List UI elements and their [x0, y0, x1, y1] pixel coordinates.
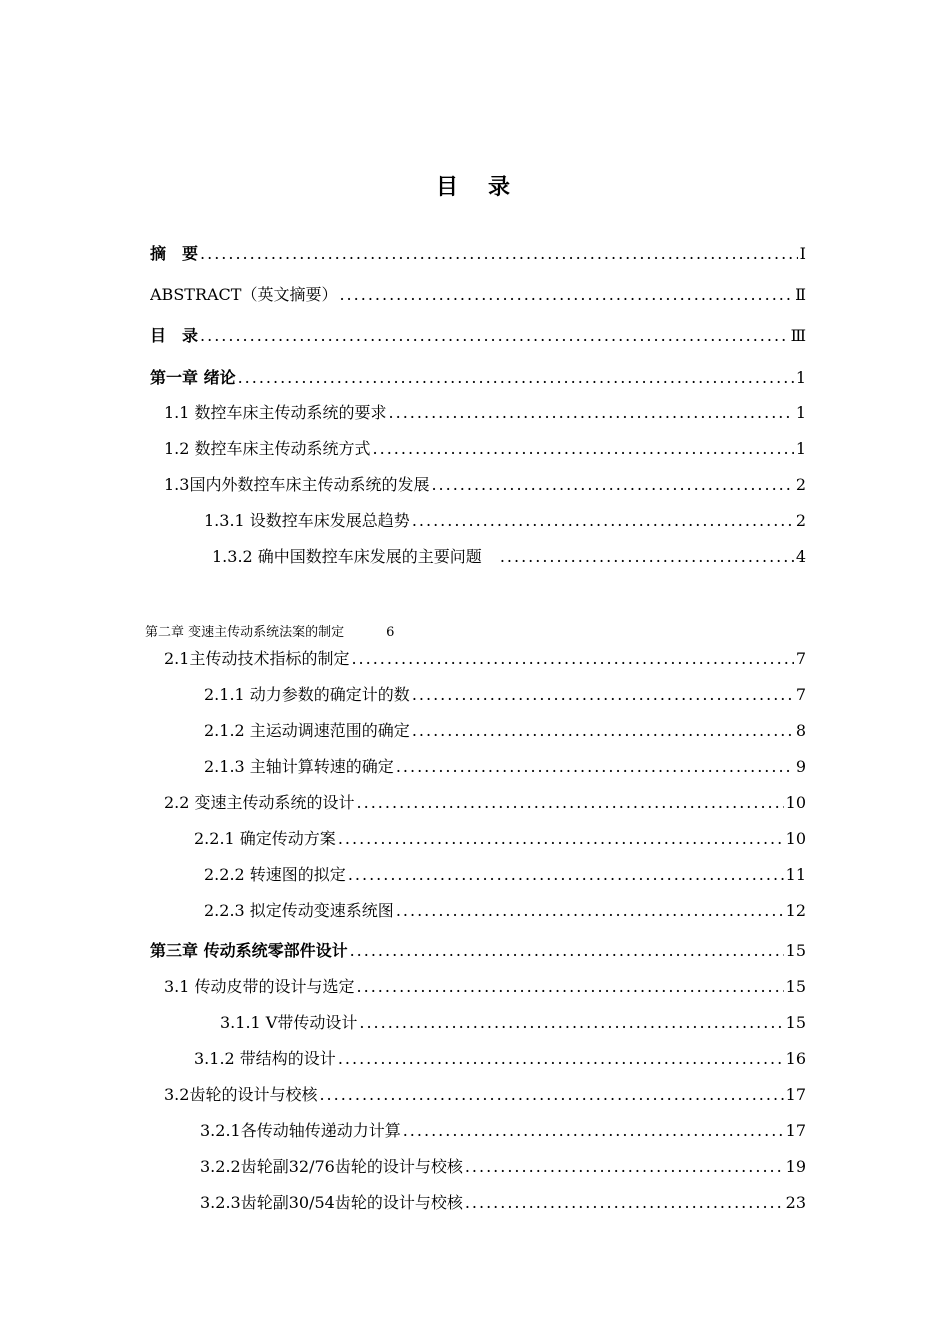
toc-page-number: 17 — [785, 1121, 806, 1140]
toc-leader-dots — [500, 545, 794, 569]
toc-label: 2.2.3 拟定传动变速系统图 — [204, 901, 394, 920]
toc-entry-abstract[interactable] — [150, 242, 806, 266]
toc-leader-dots — [412, 509, 794, 533]
toc-label: ABSTRACT（英文摘要） — [150, 285, 338, 304]
toc-entry-3-1-2[interactable] — [194, 1047, 806, 1071]
toc-leader-dots — [238, 366, 794, 390]
toc-leader-dots — [351, 647, 793, 671]
toc-page-number: 1 — [795, 403, 806, 422]
toc-page-number: Ⅲ — [790, 326, 806, 345]
toc-label: 3.1.1 V带传动设计 — [220, 1013, 358, 1032]
toc-leader-dots — [465, 1155, 784, 1179]
toc-page-number: 1 — [795, 368, 806, 387]
toc-page-number: Ⅰ — [799, 244, 806, 263]
toc-entry-chapter-1[interactable] — [150, 366, 806, 390]
toc-label: 1.3.1 设数控车床发展总趋势 — [204, 511, 410, 530]
toc-leader-dots — [389, 401, 794, 425]
toc-label: 摘 要 — [150, 244, 199, 263]
toc-page-number: 9 — [795, 757, 806, 776]
toc-label: 3.1.2 带结构的设计 — [194, 1049, 336, 1068]
toc-label: 2.1主传动技术指标的制定 — [164, 649, 350, 668]
toc-leader-dots — [319, 1083, 783, 1107]
toc-page-number: 10 — [785, 793, 806, 812]
toc-page-number: 7 — [795, 685, 806, 704]
toc-label: 1.1 数控车床主传动系统的要求 — [164, 403, 387, 422]
toc-entry-abstract-english[interactable] — [150, 283, 806, 307]
toc-label: 第二章 变速主传动系统法案的制定 — [145, 625, 345, 640]
toc-entry-2-2-2[interactable] — [204, 863, 806, 887]
toc-page-number: 12 — [785, 901, 806, 920]
toc-entry-1-2[interactable] — [164, 437, 806, 461]
toc-entry-3-1[interactable] — [164, 975, 806, 999]
toc-label: 3.2.1各传动轴传递动力计算 — [200, 1121, 401, 1140]
toc-label: 3.2.2齿轮副32/76齿轮的设计与校核 — [200, 1157, 463, 1176]
toc-page-number: 10 — [785, 829, 806, 848]
toc-leader-dots — [431, 473, 793, 497]
toc-leader-dots — [338, 1047, 784, 1071]
toc-label: 3.2.3齿轮副30/54齿轮的设计与校核 — [200, 1193, 463, 1212]
toc-page-number: 19 — [785, 1157, 806, 1176]
toc-entry-3-2[interactable] — [164, 1083, 806, 1107]
toc-page-number: 2 — [795, 511, 806, 530]
toc-label: 3.1 传动皮带的设计与选定 — [164, 977, 355, 996]
toc-leader-dots — [200, 242, 798, 266]
toc-leader-dots — [396, 899, 784, 923]
toc-page-number: 1 — [795, 439, 806, 458]
toc-leader-dots — [396, 755, 794, 779]
toc-leader-dots — [403, 1119, 784, 1143]
toc-entry-1-3[interactable] — [164, 473, 806, 497]
toc-entry-3-2-2[interactable] — [200, 1155, 806, 1179]
page-title: 目 录 — [435, 175, 514, 200]
toc-page-number: 15 — [785, 1013, 806, 1032]
toc-leader-dots — [348, 863, 784, 887]
toc-label: 1.3.2 确中国数控车床发展的主要问题 — [212, 547, 482, 566]
toc-entry-3-2-1[interactable] — [200, 1119, 806, 1143]
toc-entry-contents[interactable] — [150, 324, 806, 348]
toc-leader-dots — [465, 1191, 784, 1215]
toc-label: 2.1.2 主运动调速范围的确定 — [204, 721, 410, 740]
toc-page-number: 6 — [386, 625, 395, 640]
toc-page-number: 15 — [785, 941, 806, 960]
toc-entry-2-2-1[interactable] — [194, 827, 806, 851]
toc-label: 1.3国内外数控车床主传动系统的发展 — [164, 475, 430, 494]
toc-label: 3.2齿轮的设计与校核 — [164, 1085, 318, 1104]
toc-label: 第一章 绪论 — [150, 368, 236, 387]
toc-entry-3-1-1[interactable] — [220, 1011, 806, 1035]
toc-label: 2.2.1 确定传动方案 — [194, 829, 336, 848]
toc-label: 2.1.3 主轴计算转速的确定 — [204, 757, 394, 776]
toc-page-number: 15 — [785, 977, 806, 996]
toc-label: 第三章 传动系统零部件设计 — [150, 941, 348, 960]
toc-page-number: Ⅱ — [795, 285, 806, 304]
toc-entry-chapter-2[interactable] — [145, 624, 394, 642]
toc-leader-dots — [339, 283, 793, 307]
toc-leader-dots — [412, 683, 794, 707]
toc-entry-2-1-2[interactable] — [204, 719, 806, 743]
toc-entry-2-2-3[interactable] — [204, 899, 806, 923]
toc-leader-dots — [200, 324, 789, 348]
toc-label: 目 录 — [150, 326, 199, 345]
toc-entry-3-2-3[interactable] — [200, 1191, 806, 1215]
toc-label: 1.2 数控车床主传动系统方式 — [164, 439, 371, 458]
toc-entry-2-1-3[interactable] — [204, 755, 806, 779]
toc-page-number: 4 — [795, 547, 806, 566]
toc-leader-dots — [357, 975, 784, 999]
toc-label: 2.2.2 转速图的拟定 — [204, 865, 346, 884]
toc-page-number: 7 — [795, 649, 806, 668]
toc-label: 2.1.1 动力参数的确定计的数 — [204, 685, 410, 704]
toc-label: 2.2 变速主传动系统的设计 — [164, 793, 355, 812]
toc-page-number: 8 — [795, 721, 806, 740]
toc-page-number: 2 — [795, 475, 806, 494]
toc-entry-2-1[interactable] — [164, 647, 806, 671]
toc-page-number: 23 — [785, 1193, 806, 1212]
toc-page-number: 16 — [785, 1049, 806, 1068]
toc-entry-1-3-2[interactable] — [212, 545, 806, 569]
toc-entry-1-3-1[interactable] — [204, 509, 806, 533]
toc-leader-dots — [373, 437, 794, 461]
toc-page-number: 17 — [785, 1085, 806, 1104]
toc-leader-dots — [357, 791, 784, 815]
toc-entry-2-2[interactable] — [164, 791, 806, 815]
toc-entry-1-1[interactable] — [164, 401, 806, 425]
toc-entry-2-1-1[interactable] — [204, 683, 806, 707]
toc-leader-dots — [338, 827, 784, 851]
toc-leader-dots — [359, 1011, 783, 1035]
toc-leader-dots — [350, 939, 784, 963]
toc-entry-chapter-3[interactable] — [150, 939, 806, 963]
toc-page-number: 11 — [785, 865, 806, 884]
toc-leader-dots — [412, 719, 794, 743]
